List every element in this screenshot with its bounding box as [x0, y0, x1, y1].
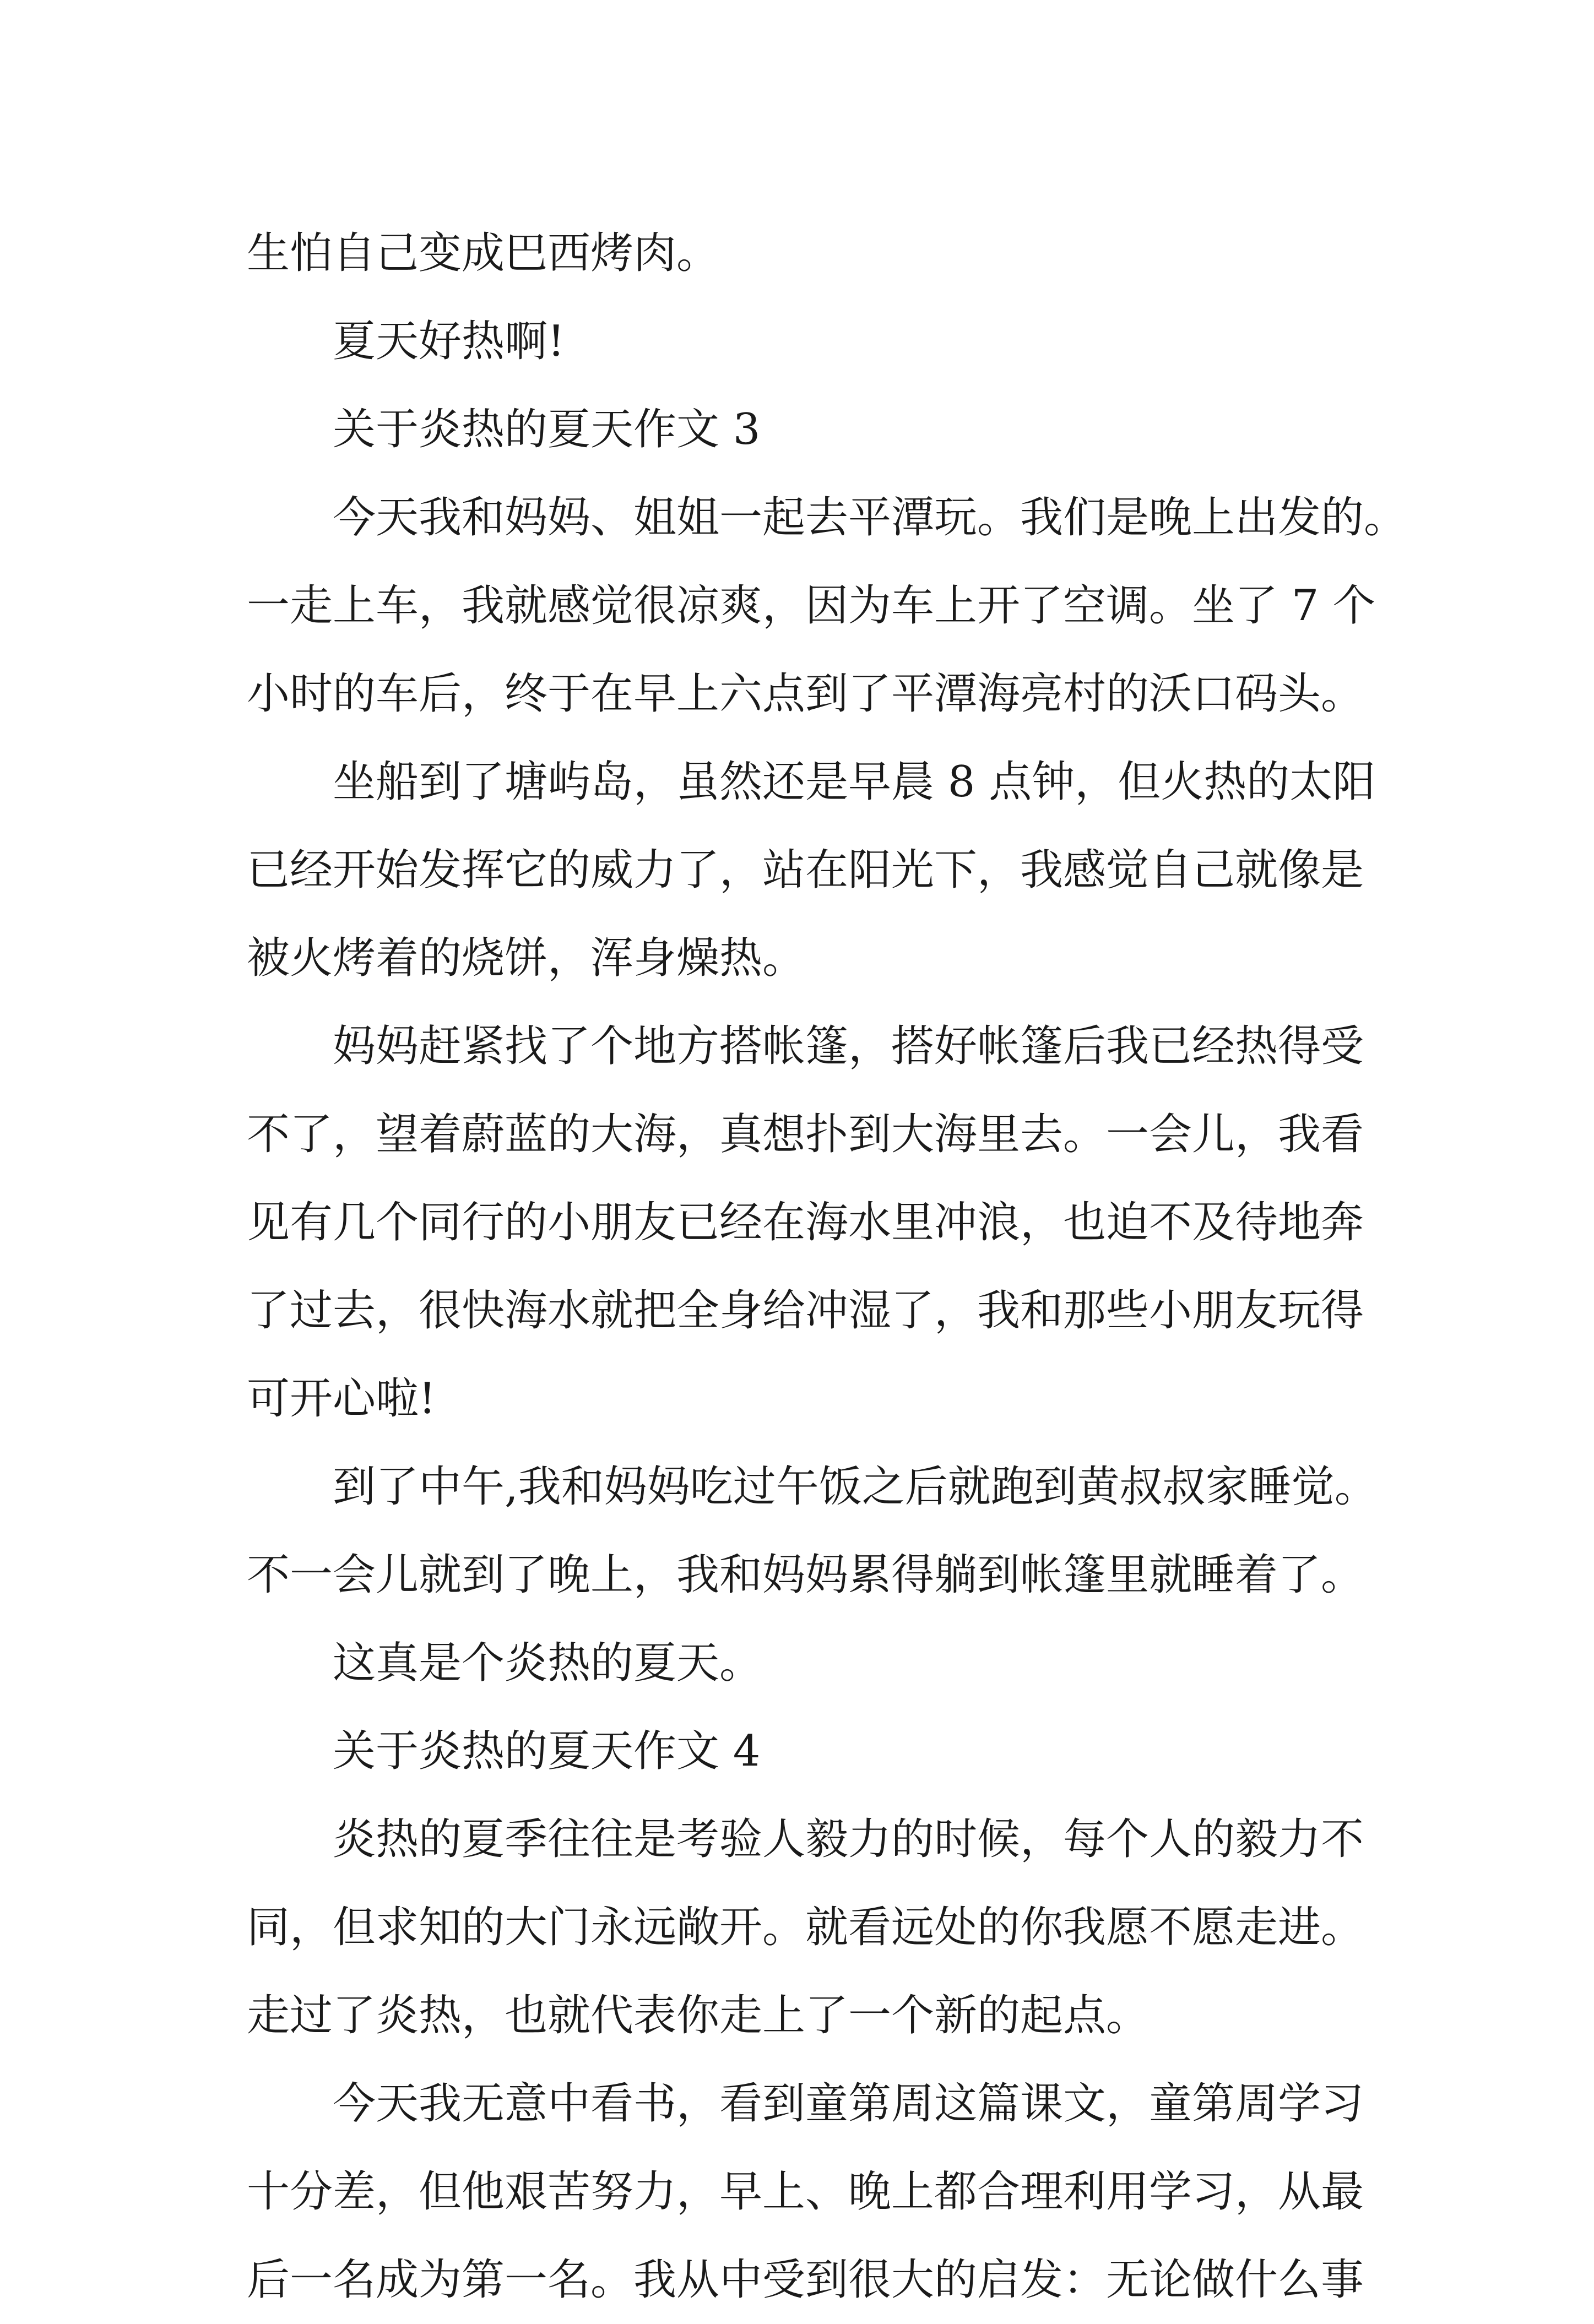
text-line-5: 一走上车，我就感觉很凉爽，因为车上开了空调。坐了 7 个 [247, 581, 1376, 631]
text-line-21: 走过了炎热，也就代表你走上了一个新的起点。 [247, 1991, 1150, 2040]
document-body [247, 209, 1407, 2324]
text-line-6: 小时的车后，终于在早上六点到了平潭海亮村的沃口码头。 [247, 669, 1364, 719]
text-line-7: 坐船到了塘屿岛，虽然还是早晨 8 点钟，但火热的太阳 [333, 757, 1376, 807]
text-line-19: 炎热的夏季往往是考验人毅力的时候，每个人的毅力不 [333, 1815, 1364, 1864]
text-line-1: 生怕自己变成巴西烤肉。 [247, 229, 720, 278]
text-line-9: 被火烤着的烧饼，浑身燥热。 [247, 933, 806, 983]
text-line-24: 后一名成为第一名。我从中受到很大的启发：无论做什么事 [247, 2255, 1364, 2305]
section-heading-3: 关于炎热的夏天作文 3 [333, 405, 761, 454]
text-line-17: 这真是个炎热的夏天。 [333, 1638, 763, 1688]
text-line-12: 见有几个同行的小朋友已经在海水里冲浪，也迫不及待地奔 [247, 1198, 1364, 1247]
text-line-4: 今天我和妈妈、姐姐一起去平潭玩。我们是晚上出发的。 [333, 493, 1407, 542]
text-line-11: 不了，望着蔚蓝的大海，真想扑到大海里去。一会儿，我看 [247, 1110, 1364, 1159]
text-line-22: 今天我无意中看书，看到童第周这篇课文，童第周学习 [333, 2079, 1364, 2128]
text-line-20: 同，但求知的大门永远敞开。就看远处的你我愿不愿走进。 [247, 1903, 1364, 1952]
text-line-8: 已经开始发挥它的威力了，站在阳光下，我感觉自己就像是 [247, 845, 1364, 895]
text-line-13: 了过去，很快海水就把全身给冲湿了，我和那些小朋友玩得 [247, 1286, 1364, 1335]
text-line-14: 可开心啦! [247, 1374, 436, 1424]
section-heading-4: 关于炎热的夏天作文 4 [333, 1726, 761, 1776]
text-line-16: 不一会儿就到了晚上，我和妈妈累得躺到帐篷里就睡着了。 [247, 1550, 1364, 1600]
text-line-23: 十分差，但他艰苦努力，早上、晚上都合理利用学习，从最 [247, 2167, 1364, 2217]
text-line-10: 妈妈赶紧找了个地方搭帐篷，搭好帐篷后我已经热得受 [333, 1022, 1364, 1071]
text-line-15: 到了中午,我和妈妈吃过午饭之后就跑到黄叔叔家睡觉。 [333, 1462, 1378, 1512]
text-line-2: 夏天好热啊! [333, 317, 565, 366]
